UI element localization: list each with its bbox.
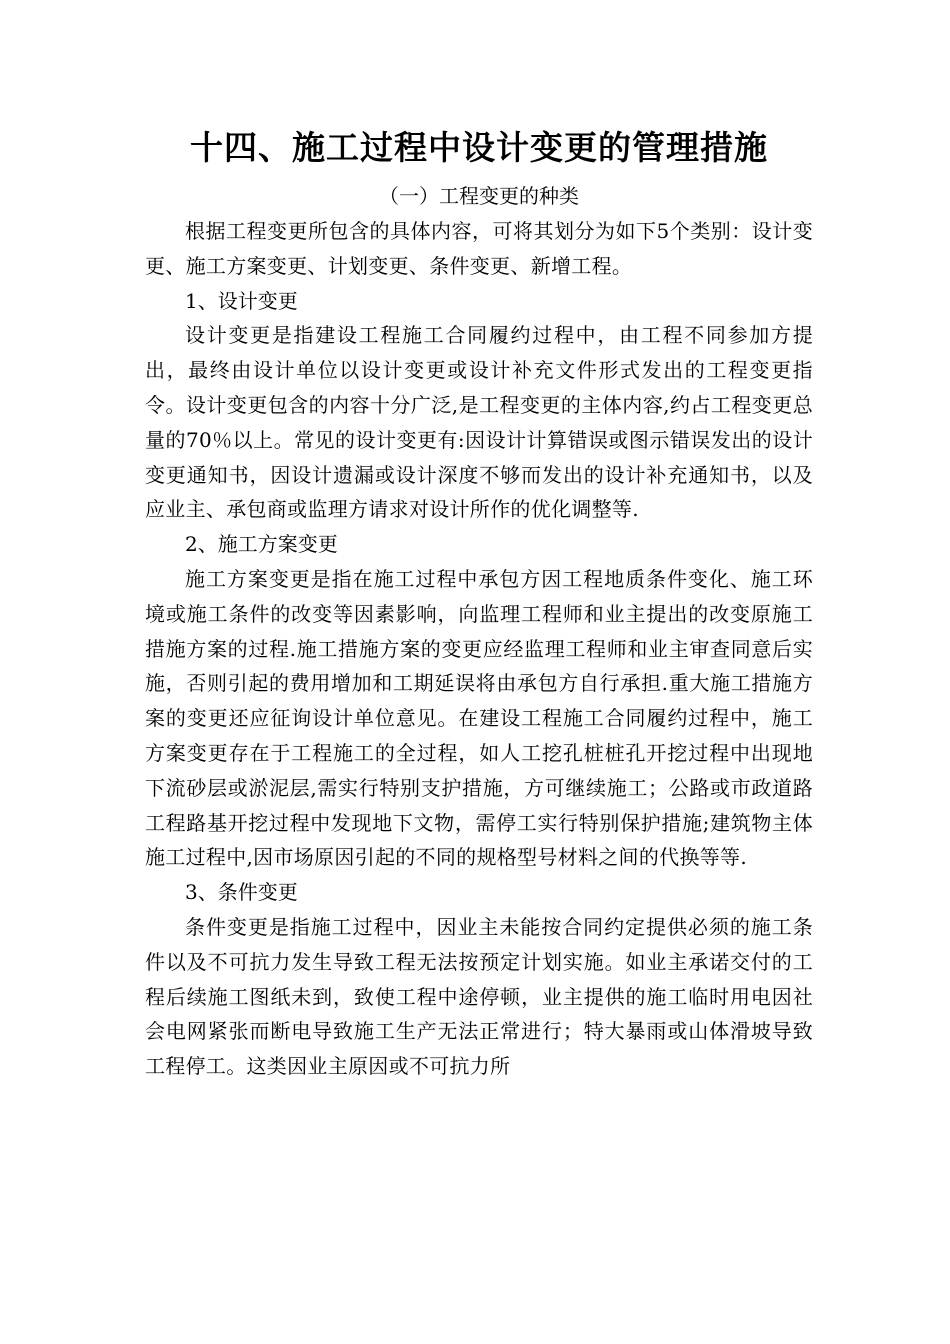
section-title: （一）工程变更的种类: [379, 184, 579, 208]
intro-paragraph: 根据工程变更所包含的具体内容，可将其划分为如下5个类别：设计变更、施工方案变更、计划变更、条件变更、新增工程。: [145, 219, 813, 278]
item-body-condition-change: 条件变更是指施工过程中，因业主未能按合同约定提供必须的施工条件以及不可抗力发生导致工程无法按预定计划实施。如业主承诺交付的工程后续施工图纸未到，致使工程中途停顿，业主提供的施工临时用电因社会电网紧张而断电导致施工生产无法正常进行；特大暴雨或山体滑坡导致工程停工。这类因业主原因或不可抗力所: [145, 914, 813, 1079]
document-page: [145, 118, 813, 1084]
item-body-construction-plan-change: 施工方案变更是指在施工过程中承包方因工程地质条件变化、施工环境或施工条件的改变等因素影响，向监理工程师和业主提出的改变原施工措施方案的过程.施工措施方案的变更应经监理工程师和业主审查同意后实施，否则引起的费用增加和工期延误将由承包方自行承担.重大施工措施方案的变更还应征询设计单位意见。在建设工程施工合同履约过程中，施工方案变更存在于工程施工的全过程，如人工挖孔桩桩孔开挖过程中出现地下流砂层或淤泥层,需实行特别支护措施，方可继续施工；公路或市政道路工程路基开挖过程中发现地下文物，需停工实行特别保护措施;建筑物主体施工过程中,因市场原因引起的不同的规格型号材料之间的代换等等.: [145, 566, 813, 870]
item-heading-construction-plan-change: 2、施工方案变更: [185, 532, 338, 557]
item-heading-condition-change: 3、条件变更: [185, 880, 298, 905]
item-body-design-change: 设计变更是指建设工程施工合同履约过程中，由工程不同参加方提出，最终由设计单位以设计变更或设计补充文件形式发出的工程变更指令。设计变更包含的内容十分广泛,是工程变更的主体内容,约占工程变更总量的70％以上。常见的设计变更有:因设计计算错误或图示错误发出的设计变更通知书，因设计遗漏或设计深度不够而发出的设计补充通知书，以及应业主、承包商或监理方请求对设计所作的优化调整等.: [145, 323, 813, 522]
document-title: 十四、施工过程中设计变更的管理措施: [190, 128, 768, 167]
item-heading-design-change: 1、设计变更: [185, 288, 298, 313]
